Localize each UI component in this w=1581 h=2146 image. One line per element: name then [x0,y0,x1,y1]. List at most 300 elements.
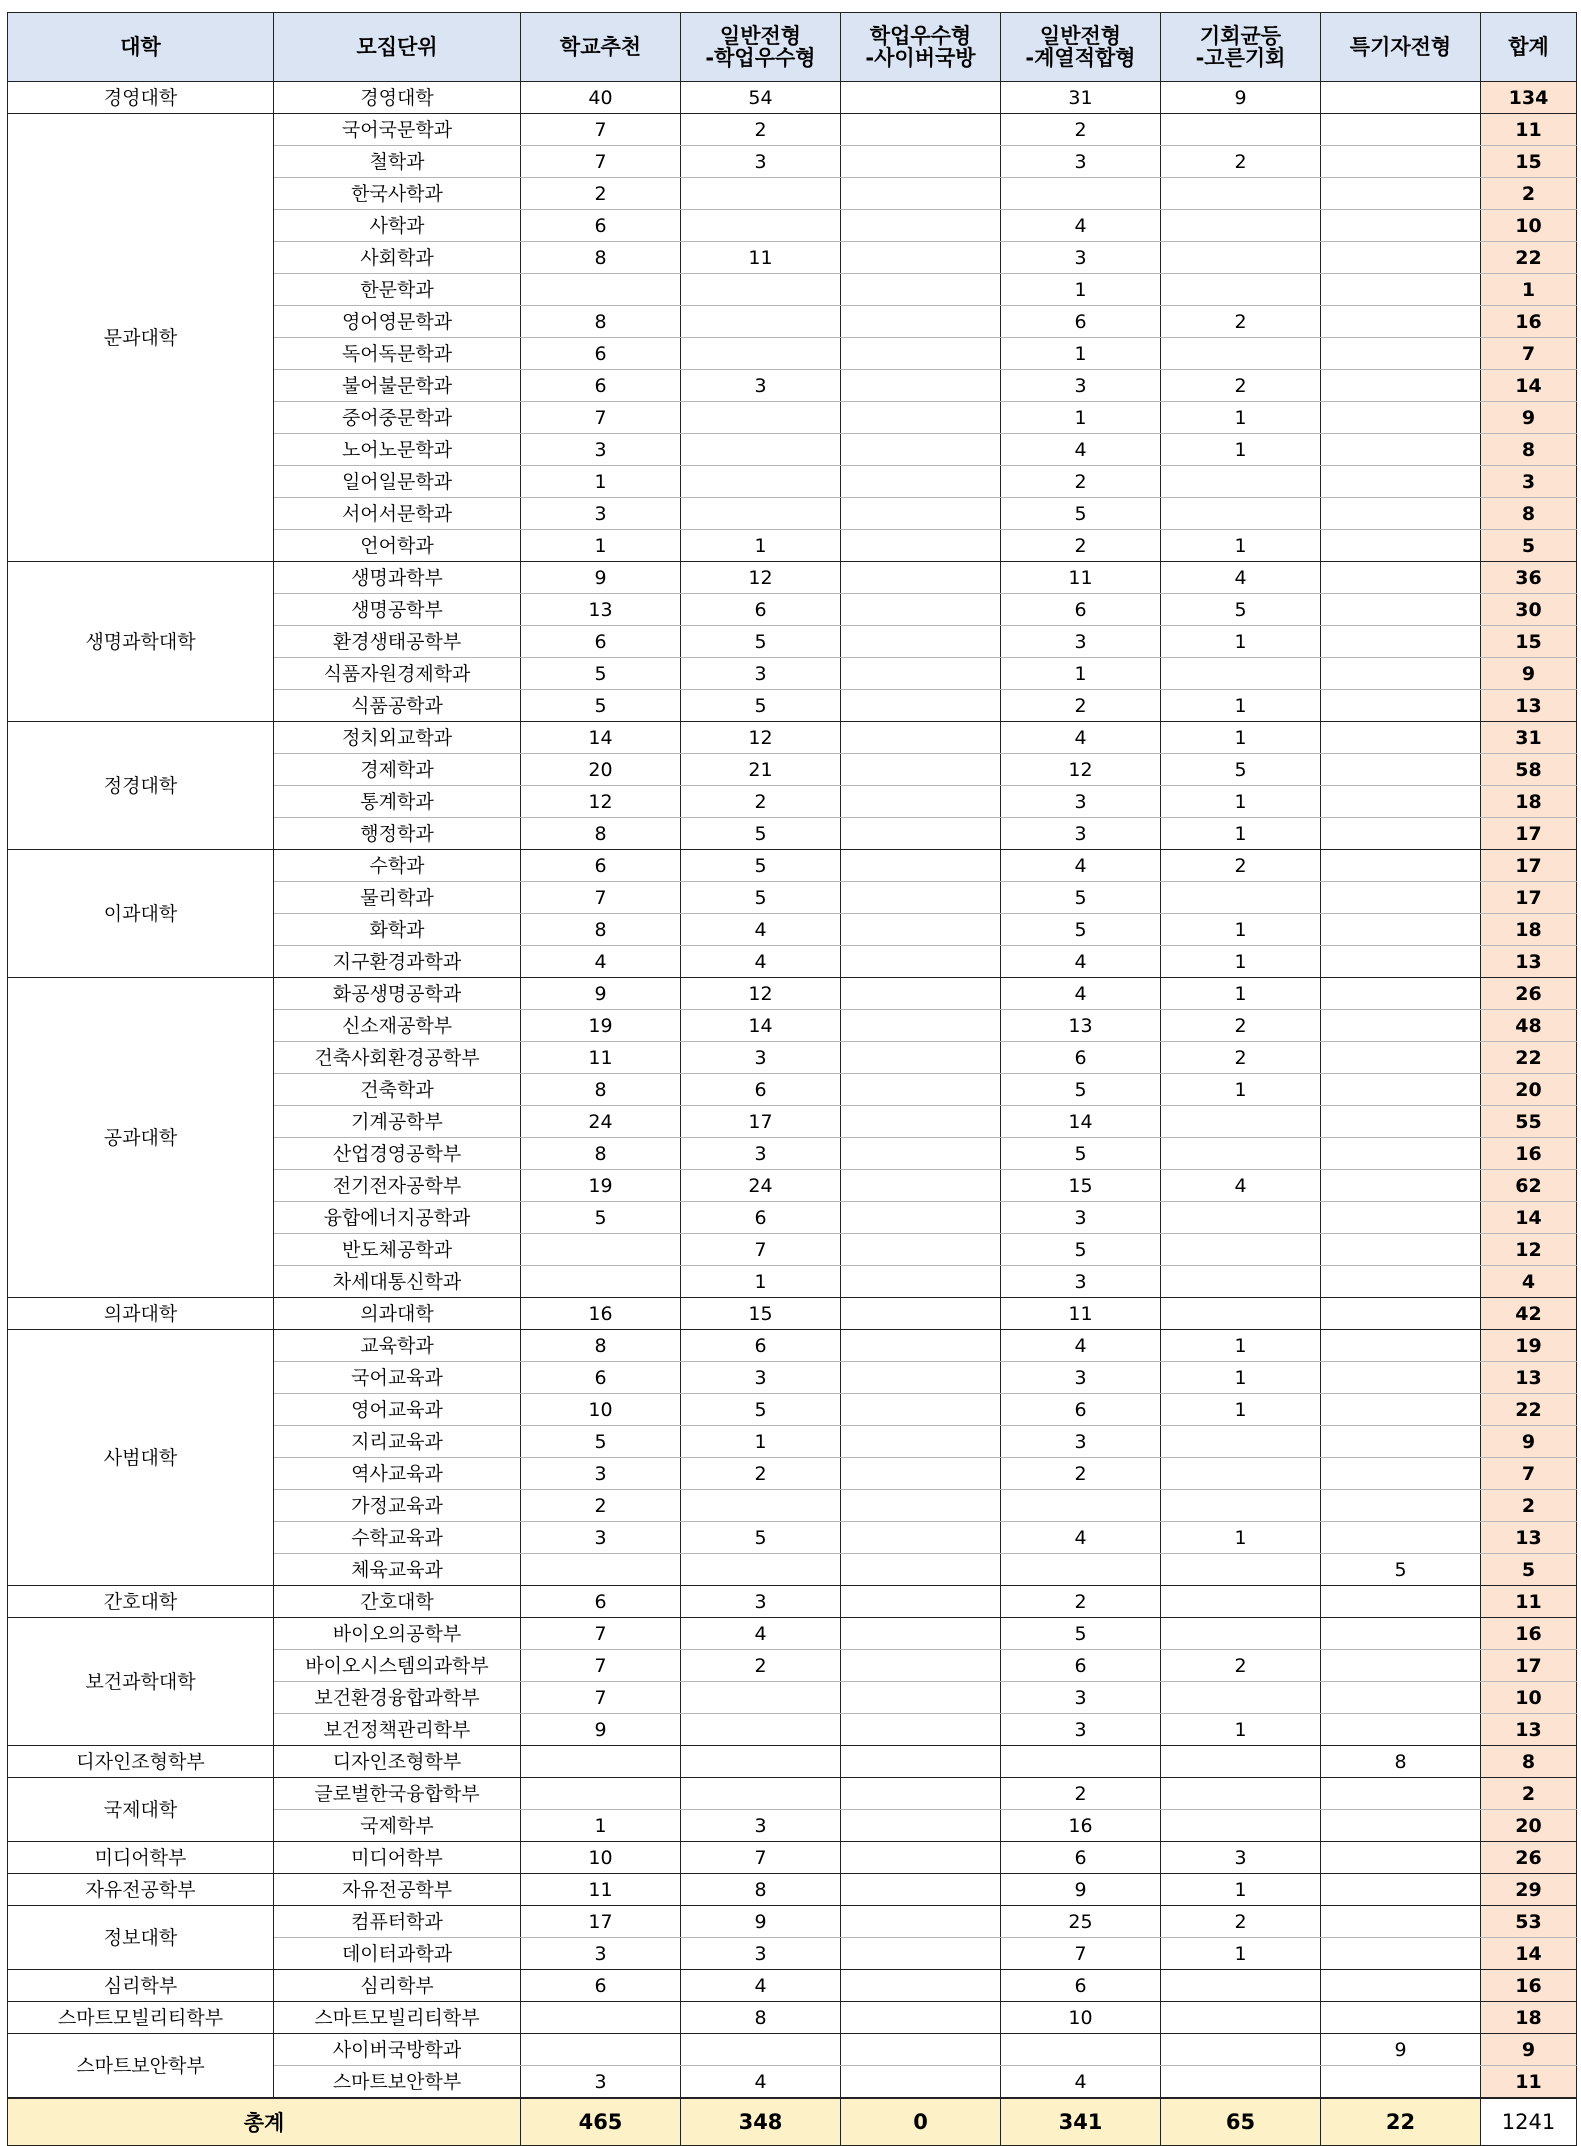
quota-cell: 7 [681,1234,841,1266]
quota-cell: 12 [681,722,841,754]
quota-cell [1161,1426,1321,1458]
quota-cell [681,498,841,530]
university-cell: 미디어학부 [8,1842,274,1874]
unit-cell: 불어불문학과 [274,370,521,402]
quota-cell: 6 [1001,306,1161,338]
quota-cell: 5 [681,850,841,882]
quota-cell [1321,1618,1481,1650]
quota-cell: 6 [521,338,681,370]
quota-cell [1161,1746,1321,1778]
quota-cell: 11 [521,1042,681,1074]
quota-cell [1321,690,1481,722]
quota-cell: 5 [681,818,841,850]
quota-cell [1001,178,1161,210]
quota-cell [1321,402,1481,434]
quota-cell: 14 [1001,1106,1161,1138]
table-row [8,1906,1577,1938]
university-cell: 경영대학 [8,82,274,114]
quota-cell [1321,1042,1481,1074]
quota-cell: 14 [681,1010,841,1042]
quota-cell [1321,1842,1481,1874]
unit-cell: 국제학부 [274,1810,521,1842]
row-total-cell: 16 [1481,1138,1577,1170]
quota-cell: 1 [1001,658,1161,690]
header-col-4: 기회균등 -고른기회 [1161,13,1321,82]
row-total-cell: 16 [1481,306,1577,338]
table-row [8,114,1577,146]
table-footer [8,2098,1577,2146]
grand-total-cell: 341 [1001,2098,1161,2146]
quota-cell [841,1042,1001,1074]
quota-cell [521,1746,681,1778]
quota-cell [1321,434,1481,466]
quota-cell [681,1554,841,1586]
quota-cell: 54 [681,82,841,114]
quota-cell [841,1074,1001,1106]
row-total-cell: 15 [1481,146,1577,178]
quota-cell: 2 [681,1650,841,1682]
row-total-cell: 5 [1481,530,1577,562]
quota-cell [841,370,1001,402]
quota-cell: 1 [681,1266,841,1298]
quota-cell [841,2034,1001,2066]
quota-cell [1321,146,1481,178]
header-col-1: 일반전형 -학업우수형 [681,13,841,82]
quota-cell: 6 [681,1074,841,1106]
quota-cell: 3 [1161,1842,1321,1874]
quota-cell: 5 [1161,754,1321,786]
quota-cell: 13 [1001,1010,1161,1042]
quota-cell [841,1490,1001,1522]
row-total-cell: 2 [1481,178,1577,210]
quota-cell [1321,1138,1481,1170]
quota-cell: 2 [521,178,681,210]
quota-cell: 4 [1001,1330,1161,1362]
unit-cell: 환경생태공학부 [274,626,521,658]
quota-cell [1321,306,1481,338]
unit-cell: 글로벌한국융합학부 [274,1778,521,1810]
quota-cell: 2 [1161,1042,1321,1074]
row-total-cell: 9 [1481,658,1577,690]
quota-cell [1161,242,1321,274]
row-total-cell: 18 [1481,2002,1577,2034]
quota-cell: 3 [521,498,681,530]
quota-cell: 5 [521,1202,681,1234]
quota-cell: 11 [681,242,841,274]
row-total-cell: 55 [1481,1106,1577,1138]
quota-cell [1321,1394,1481,1426]
quota-cell: 40 [521,82,681,114]
quota-cell [841,754,1001,786]
unit-cell: 바이오시스템의과학부 [274,1650,521,1682]
unit-cell: 중어중문학과 [274,402,521,434]
quota-cell [1321,1458,1481,1490]
unit-cell: 식품공학과 [274,690,521,722]
unit-cell: 산업경영공학부 [274,1138,521,1170]
quota-cell: 6 [521,370,681,402]
unit-cell: 의과대학 [274,1298,521,1330]
quota-cell [841,1426,1001,1458]
quota-cell [1161,1810,1321,1842]
unit-cell: 지구환경과학과 [274,946,521,978]
quota-cell: 3 [681,1810,841,1842]
row-total-cell: 48 [1481,1010,1577,1042]
university-cell: 심리학부 [8,1970,274,2002]
row-total-cell: 7 [1481,338,1577,370]
quota-cell [681,434,841,466]
quota-cell [1321,530,1481,562]
unit-cell: 미디어학부 [274,1842,521,1874]
header-col-5: 특기자전형 [1321,13,1481,82]
quota-cell: 12 [681,978,841,1010]
unit-cell: 바이오의공학부 [274,1618,521,1650]
grand-total-cell: 65 [1161,2098,1321,2146]
quota-cell: 6 [681,594,841,626]
quota-cell: 6 [1001,1650,1161,1682]
row-total-cell: 36 [1481,562,1577,594]
quota-cell: 4 [1001,946,1161,978]
quota-cell: 14 [521,722,681,754]
quota-cell [1321,1106,1481,1138]
unit-cell: 사이버국방학과 [274,2034,521,2066]
unit-cell: 수학과 [274,850,521,882]
quota-cell: 2 [1001,530,1161,562]
quota-cell [841,1138,1001,1170]
quota-cell: 1 [681,530,841,562]
unit-cell: 사회학과 [274,242,521,274]
row-total-cell: 13 [1481,690,1577,722]
quota-cell: 9 [1321,2034,1481,2066]
university-cell: 디자인조형학부 [8,1746,274,1778]
quota-cell [1161,210,1321,242]
quota-cell [1161,1298,1321,1330]
quota-cell: 7 [521,402,681,434]
quota-cell: 3 [681,146,841,178]
university-cell: 생명과학대학 [8,562,274,722]
quota-cell: 8 [521,242,681,274]
quota-cell [1321,370,1481,402]
quota-cell [841,1650,1001,1682]
row-total-cell: 19 [1481,1330,1577,1362]
quota-cell [841,626,1001,658]
quota-cell: 1 [1161,786,1321,818]
quota-cell: 8 [1321,1746,1481,1778]
unit-cell: 교육학과 [274,1330,521,1362]
quota-cell [1321,1074,1481,1106]
quota-cell [841,594,1001,626]
quota-cell: 5 [681,626,841,658]
quota-cell: 19 [521,1010,681,1042]
quota-cell [1161,1138,1321,1170]
quota-cell: 1 [521,1810,681,1842]
quota-cell: 20 [521,754,681,786]
quota-cell [681,2034,841,2066]
quota-cell [841,178,1001,210]
quota-cell [1161,466,1321,498]
quota-cell: 1 [521,530,681,562]
unit-cell: 화공생명공학과 [274,978,521,1010]
quota-cell: 8 [681,2002,841,2034]
quota-cell [1161,1618,1321,1650]
quota-cell [841,1874,1001,1906]
row-total-cell: 8 [1481,498,1577,530]
unit-cell: 가정교육과 [274,1490,521,1522]
row-total-cell: 13 [1481,946,1577,978]
table-body [8,82,1577,2099]
quota-cell: 3 [681,1138,841,1170]
quota-cell [841,1458,1001,1490]
quota-cell: 6 [521,626,681,658]
row-total-cell: 20 [1481,1074,1577,1106]
quota-cell: 3 [681,1042,841,1074]
quota-cell [1321,178,1481,210]
quota-cell [841,2002,1001,2034]
row-total-cell: 29 [1481,1874,1577,1906]
row-total-cell: 15 [1481,626,1577,658]
quota-cell [1321,978,1481,1010]
quota-cell: 16 [521,1298,681,1330]
quota-cell [841,658,1001,690]
quota-cell: 5 [521,658,681,690]
quota-cell: 2 [1001,1586,1161,1618]
grand-total-cell: 22 [1321,2098,1481,2146]
row-total-cell: 22 [1481,242,1577,274]
quota-cell: 17 [681,1106,841,1138]
quota-cell: 10 [521,1842,681,1874]
quota-cell [841,1586,1001,1618]
quota-cell: 5 [681,690,841,722]
quota-cell [841,1010,1001,1042]
unit-cell: 철학과 [274,146,521,178]
quota-cell [1321,1874,1481,1906]
row-total-cell: 9 [1481,2034,1577,2066]
unit-cell: 경제학과 [274,754,521,786]
quota-cell: 4 [521,946,681,978]
quota-cell [1321,754,1481,786]
quota-cell [841,274,1001,306]
quota-cell: 12 [1001,754,1161,786]
quota-cell: 6 [521,1362,681,1394]
quota-cell: 9 [681,1906,841,1938]
quota-cell: 6 [521,1970,681,2002]
quota-cell [841,722,1001,754]
quota-cell [841,1106,1001,1138]
unit-cell: 디자인조형학부 [274,1746,521,1778]
quota-cell [841,1330,1001,1362]
row-total-cell: 1 [1481,274,1577,306]
admission-quota-table [7,12,1577,2146]
quota-cell: 6 [1001,1394,1161,1426]
quota-cell: 5 [1001,882,1161,914]
quota-cell: 6 [681,1330,841,1362]
quota-cell: 8 [521,1138,681,1170]
quota-cell [841,1298,1001,1330]
quota-cell: 1 [1001,338,1161,370]
quota-cell: 2 [1161,1010,1321,1042]
quota-cell: 10 [1001,2002,1161,2034]
quota-cell: 5 [1001,914,1161,946]
row-total-cell: 26 [1481,1842,1577,1874]
unit-cell: 생명공학부 [274,594,521,626]
quota-cell: 5 [1161,594,1321,626]
quota-cell [1161,1490,1321,1522]
quota-cell [1321,82,1481,114]
row-total-cell: 20 [1481,1810,1577,1842]
quota-cell [521,2034,681,2066]
quota-cell: 1 [1161,1874,1321,1906]
quota-cell [1321,1170,1481,1202]
row-total-cell: 9 [1481,402,1577,434]
unit-cell: 융합에너지공학과 [274,1202,521,1234]
row-total-cell: 11 [1481,114,1577,146]
quota-cell [521,2002,681,2034]
quota-cell [521,1266,681,1298]
quota-cell: 3 [1001,146,1161,178]
quota-cell: 6 [1001,1842,1161,1874]
quota-cell: 15 [1001,1170,1161,1202]
quota-cell: 2 [681,1458,841,1490]
grand-total-cell: 465 [521,2098,681,2146]
row-total-cell: 14 [1481,1938,1577,1970]
quota-cell [841,434,1001,466]
quota-cell: 9 [521,562,681,594]
grand-total-cell: 348 [681,2098,841,2146]
quota-cell [841,1682,1001,1714]
quota-cell: 9 [1161,82,1321,114]
row-total-cell: 14 [1481,370,1577,402]
quota-cell [1161,2066,1321,2099]
quota-cell: 1 [1161,946,1321,978]
university-cell: 정보대학 [8,1906,274,1970]
quota-cell: 17 [521,1906,681,1938]
quota-cell: 1 [1161,914,1321,946]
quota-cell: 1 [1161,1714,1321,1746]
quota-cell: 1 [1161,722,1321,754]
quota-cell [1161,1458,1321,1490]
quota-cell: 3 [1001,1714,1161,1746]
table-row [8,562,1577,594]
quota-cell: 16 [1001,1810,1161,1842]
quota-cell: 3 [1001,626,1161,658]
row-total-cell: 17 [1481,818,1577,850]
row-total-cell: 4 [1481,1266,1577,1298]
unit-cell: 지리교육과 [274,1426,521,1458]
university-cell: 스마트모빌리티학부 [8,2002,274,2034]
quota-cell: 2 [1161,306,1321,338]
quota-cell [841,786,1001,818]
university-cell: 사범대학 [8,1330,274,1586]
quota-cell [841,1778,1001,1810]
university-cell: 자유전공학부 [8,1874,274,1906]
quota-cell: 5 [1001,1618,1161,1650]
quota-cell: 2 [1001,1778,1161,1810]
quota-cell [841,946,1001,978]
quota-cell: 24 [681,1170,841,1202]
unit-cell: 독어독문학과 [274,338,521,370]
admission-quota-table-container [7,12,1577,2146]
unit-cell: 국어국문학과 [274,114,521,146]
row-total-cell: 17 [1481,850,1577,882]
quota-cell [841,1554,1001,1586]
quota-cell [841,690,1001,722]
table-row [8,1618,1577,1650]
quota-cell [841,1810,1001,1842]
unit-cell: 경영대학 [274,82,521,114]
quota-cell [841,562,1001,594]
university-cell: 정경대학 [8,722,274,850]
quota-cell: 4 [1001,2066,1161,2099]
quota-cell [1321,786,1481,818]
quota-cell [841,2066,1001,2099]
quota-cell: 2 [1001,466,1161,498]
unit-cell: 영어영문학과 [274,306,521,338]
quota-cell: 3 [681,658,841,690]
university-cell: 국제대학 [8,1778,274,1842]
quota-cell: 1 [1161,1938,1321,1970]
quota-cell [1321,1202,1481,1234]
unit-cell: 보건정책관리학부 [274,1714,521,1746]
university-cell: 의과대학 [8,1298,274,1330]
quota-cell [1161,1970,1321,2002]
row-total-cell: 31 [1481,722,1577,754]
quota-cell: 8 [521,818,681,850]
quota-cell [841,1234,1001,1266]
quota-cell [1321,466,1481,498]
quota-cell [1321,242,1481,274]
quota-cell: 6 [521,1586,681,1618]
quota-cell [681,210,841,242]
quota-cell: 13 [521,594,681,626]
quota-cell: 1 [1161,1362,1321,1394]
row-total-cell: 134 [1481,82,1577,114]
quota-cell: 2 [1001,1458,1161,1490]
quota-cell: 5 [521,1426,681,1458]
quota-cell [1001,1490,1161,1522]
unit-cell: 반도체공학과 [274,1234,521,1266]
quota-cell [1161,1202,1321,1234]
quota-cell: 4 [681,2066,841,2099]
quota-cell: 4 [681,914,841,946]
quota-cell: 9 [521,1714,681,1746]
quota-cell [841,818,1001,850]
quota-cell: 5 [681,882,841,914]
quota-cell [841,1522,1001,1554]
unit-cell: 역사교육과 [274,1458,521,1490]
row-total-cell: 18 [1481,914,1577,946]
unit-cell: 수학교육과 [274,1522,521,1554]
quota-cell [841,338,1001,370]
quota-cell: 3 [521,2066,681,2099]
quota-cell [1161,178,1321,210]
quota-cell [1321,946,1481,978]
quota-cell: 9 [521,978,681,1010]
quota-cell [521,1778,681,1810]
quota-cell [1161,2002,1321,2034]
header-total: 합계 [1481,13,1577,82]
unit-cell: 데이터과학과 [274,1938,521,1970]
quota-cell: 1 [1161,434,1321,466]
quota-cell: 8 [521,914,681,946]
row-total-cell: 9 [1481,1426,1577,1458]
university-cell: 간호대학 [8,1586,274,1618]
table-row [8,1298,1577,1330]
quota-cell [1321,1490,1481,1522]
table-row [8,82,1577,114]
quota-cell [681,178,841,210]
quota-cell [841,498,1001,530]
quota-cell [841,306,1001,338]
row-total-cell: 16 [1481,1618,1577,1650]
